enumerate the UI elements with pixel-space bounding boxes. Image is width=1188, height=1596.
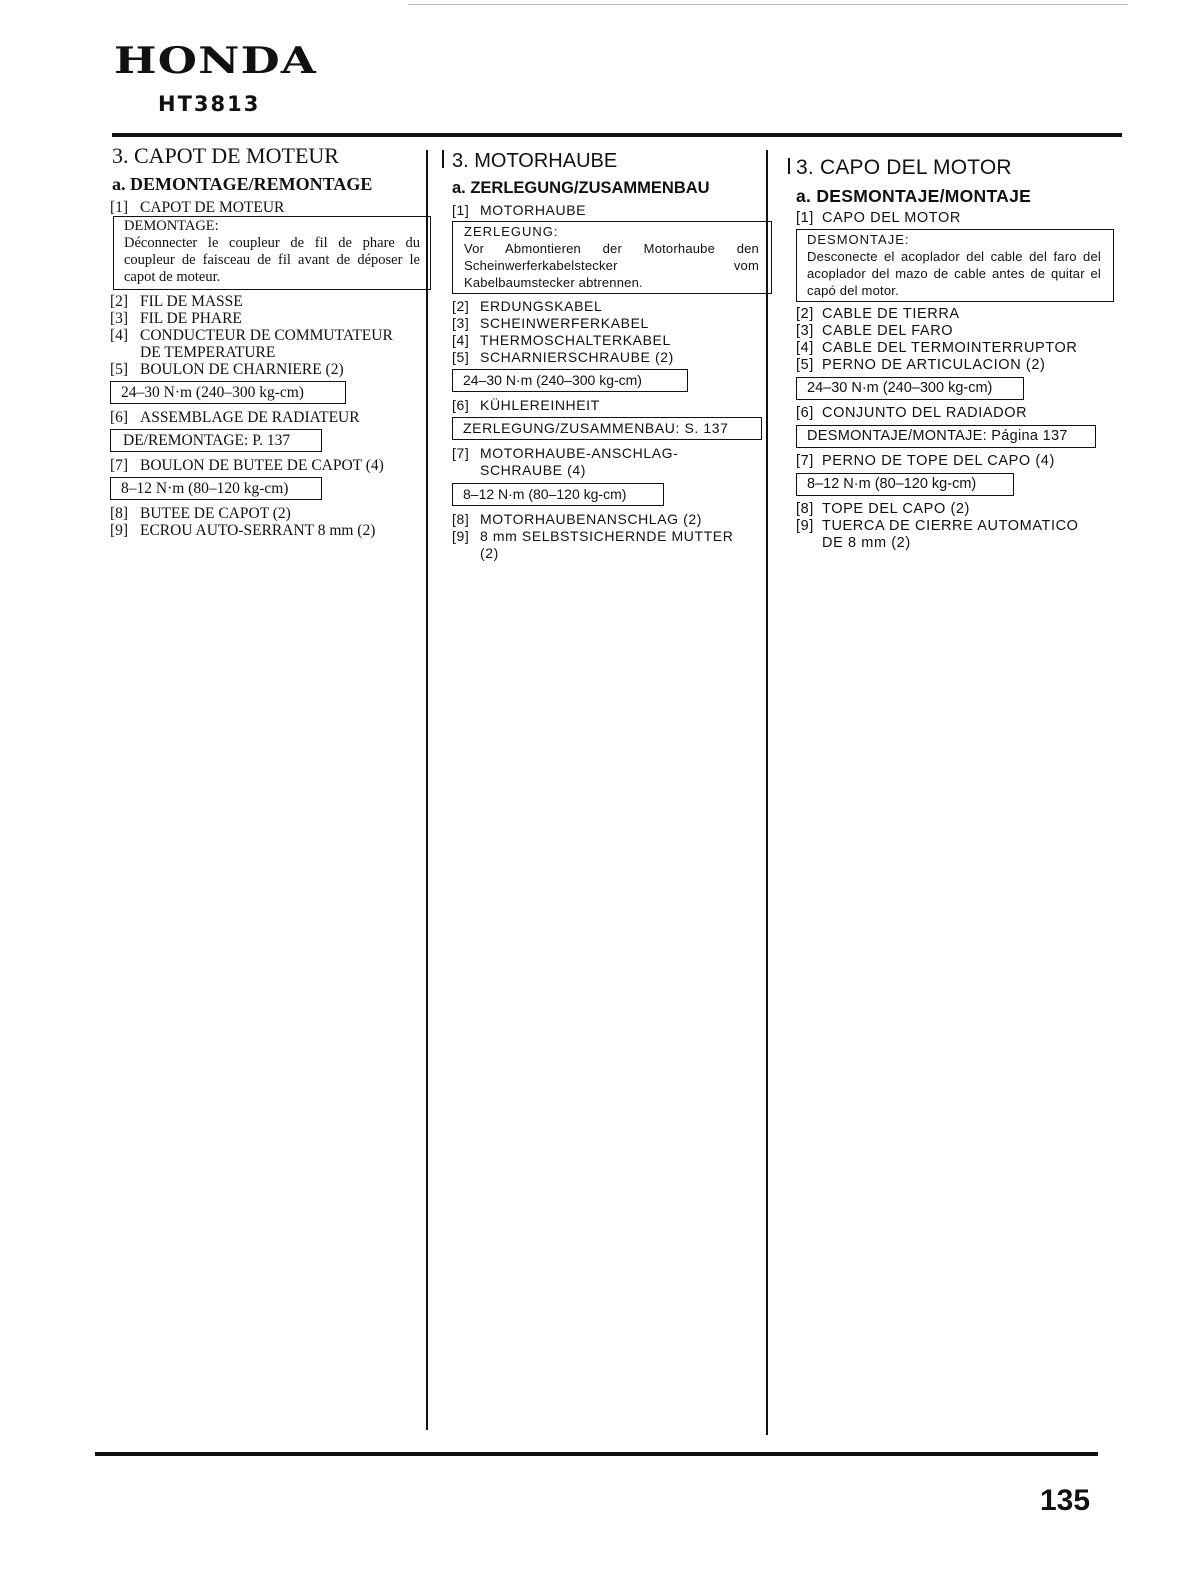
item-label: MOTORHAUBE bbox=[480, 202, 587, 218]
item-number: [5] bbox=[452, 349, 470, 365]
item-label: FIL DE PHARE bbox=[140, 310, 242, 327]
item-number: [3] bbox=[452, 315, 470, 331]
item-number: [7] bbox=[796, 453, 814, 469]
item-label: CABLE DEL TERMOINTERRUPTOR bbox=[822, 340, 1078, 356]
section-subtitle: a. DEMONTAGE/REMONTAGE bbox=[112, 174, 373, 194]
torque-spec: 8–12 N·m (80–120 kg-cm) bbox=[796, 473, 1014, 496]
torque-spec: 8–12 N·m (80–120 kg-cm) bbox=[110, 477, 322, 500]
item-number: [2] bbox=[452, 298, 470, 314]
item-number: [9] bbox=[452, 528, 470, 544]
list-item bbox=[796, 518, 1118, 552]
list-item bbox=[796, 453, 1118, 470]
item-number: [4] bbox=[796, 340, 814, 356]
list-item bbox=[110, 327, 432, 361]
item-label-continued: DE TEMPERATURE bbox=[140, 344, 276, 361]
item-label: SCHARNIERSCHRAUBE (2) bbox=[480, 349, 674, 365]
item-label-continued: DE 8 mm (2) bbox=[822, 535, 911, 551]
list-item bbox=[110, 293, 432, 310]
item-label: MOTORHAUBENANSCHLAG (2) bbox=[480, 511, 703, 527]
list-item bbox=[796, 501, 1118, 518]
section-title: 3. CAPOT DE MOTEUR bbox=[112, 143, 339, 168]
list-item bbox=[110, 522, 432, 539]
list-item bbox=[796, 405, 1118, 422]
header-rule bbox=[112, 133, 1122, 137]
item-label: SCHEINWERFERKABEL bbox=[480, 315, 649, 331]
item-number: [1] bbox=[452, 202, 470, 218]
brand-logo: HONDA bbox=[114, 40, 318, 82]
note-heading: DESMONTAJE: bbox=[807, 232, 910, 247]
item-number: [3] bbox=[796, 323, 814, 339]
list-item bbox=[110, 457, 432, 474]
list-item bbox=[110, 199, 432, 216]
torque-spec: 8–12 N·m (80–120 kg-cm) bbox=[452, 483, 664, 506]
item-number: [6] bbox=[796, 405, 814, 421]
list-item bbox=[452, 511, 766, 528]
spanish-column bbox=[796, 155, 1118, 552]
item-number: [6] bbox=[452, 397, 470, 413]
item-label: BOULON DE BUTEE DE CAPOT (4) bbox=[140, 457, 384, 474]
disassembly-note bbox=[452, 221, 772, 294]
item-label: ERDUNGSKABEL bbox=[480, 298, 603, 314]
item-label: CAPO DEL MOTOR bbox=[822, 210, 961, 226]
list-item bbox=[452, 332, 766, 349]
section-subtitle: a. ZERLEGUNG/ZUSAMMENBAU bbox=[452, 179, 710, 197]
item-label: MOTORHAUBE-ANSCHLAG- bbox=[480, 445, 679, 461]
list-item bbox=[110, 409, 432, 426]
list-item bbox=[796, 210, 1118, 227]
item-number: [8] bbox=[796, 501, 814, 517]
page-reference: DESMONTAJE/MONTAJE: Página 137 bbox=[796, 425, 1096, 448]
item-label: CABLE DE TIERRA bbox=[822, 306, 960, 322]
item-label: CONJUNTO DEL RADIADOR bbox=[822, 405, 1028, 421]
item-number: [4] bbox=[452, 332, 470, 348]
item-label-continued: SCHRAUBE (4) bbox=[480, 462, 586, 478]
page-reference: ZERLEGUNG/ZUSAMMENBAU: S. 137 bbox=[452, 417, 762, 440]
item-number: [4] bbox=[110, 327, 129, 344]
list-item bbox=[452, 315, 766, 332]
item-number: [8] bbox=[452, 511, 470, 527]
item-label: ECROU AUTO-SERRANT 8 mm (2) bbox=[140, 522, 376, 539]
torque-spec: 24–30 N·m (240–300 kg-cm) bbox=[796, 377, 1024, 400]
column-divider-right-tick bbox=[788, 158, 790, 174]
item-number: [2] bbox=[796, 306, 814, 322]
note-text: Vor Abmontieren der Motorhaube den Scheinwerferkabelstecker vom Kabelbaumstecker abtrennen. bbox=[464, 241, 759, 290]
list-item bbox=[452, 202, 766, 219]
note-heading: ZERLEGUNG: bbox=[464, 224, 559, 239]
item-label: THERMOSCHALTERKABEL bbox=[480, 332, 671, 348]
page-number: 135 bbox=[1040, 1484, 1091, 1517]
list-item bbox=[796, 357, 1118, 374]
list-item bbox=[796, 323, 1118, 340]
item-label: FIL DE MASSE bbox=[140, 293, 243, 310]
note-heading: DEMONTAGE: bbox=[124, 218, 219, 234]
german-column bbox=[452, 149, 766, 562]
list-item bbox=[796, 340, 1118, 357]
disassembly-note bbox=[796, 229, 1114, 302]
list-item bbox=[110, 310, 432, 327]
note-text: Déconnecter le coupleur de fil de phare du coupleur de faisceau de fil avant de déposer le capot de moteur. bbox=[124, 235, 420, 285]
list-item bbox=[796, 306, 1118, 323]
french-column bbox=[106, 143, 432, 539]
item-label: CONDUCTEUR DE COMMUTATEUR bbox=[140, 327, 393, 344]
column-divider-right bbox=[766, 150, 768, 1435]
item-number: [7] bbox=[452, 445, 470, 461]
item-number: [1] bbox=[796, 210, 814, 226]
item-label: ASSEMBLAGE DE RADIATEUR bbox=[140, 409, 360, 426]
item-label: CABLE DEL FARO bbox=[822, 323, 954, 339]
item-label: KÜHLEREINHEIT bbox=[480, 397, 600, 413]
list-item bbox=[110, 361, 432, 378]
item-number: [1] bbox=[110, 199, 129, 216]
item-label: CAPOT DE MOTEUR bbox=[140, 199, 285, 216]
item-label: BUTEE DE CAPOT (2) bbox=[140, 505, 291, 522]
item-number: [9] bbox=[110, 522, 129, 539]
item-label: TUERCA DE CIERRE AUTOMATICO bbox=[822, 518, 1079, 534]
section-title: 3. MOTORHAUBE bbox=[452, 150, 618, 172]
top-hairline bbox=[408, 4, 1128, 5]
list-item bbox=[452, 528, 766, 562]
item-number: [6] bbox=[110, 409, 129, 426]
item-label-continued: (2) bbox=[480, 545, 499, 561]
item-label: PERNO DE TOPE DEL CAPO (4) bbox=[822, 453, 1055, 469]
item-number: [7] bbox=[110, 457, 129, 474]
list-item bbox=[110, 505, 432, 522]
item-number: [5] bbox=[110, 361, 129, 378]
item-label: 8 mm SELBSTSICHERNDE MUTTER bbox=[480, 528, 734, 544]
section-subtitle: a. DESMONTAJE/MONTAJE bbox=[796, 186, 1032, 206]
torque-spec: 24–30 N·m (240–300 kg-cm) bbox=[110, 381, 346, 404]
item-number: [9] bbox=[796, 518, 814, 534]
list-item bbox=[452, 445, 766, 479]
item-label: TOPE DEL CAPO (2) bbox=[822, 501, 970, 517]
item-number: [2] bbox=[110, 293, 129, 310]
list-item bbox=[452, 349, 766, 366]
item-label: BOULON DE CHARNIERE (2) bbox=[140, 361, 344, 378]
torque-spec: 24–30 N·m (240–300 kg-cm) bbox=[452, 369, 688, 392]
note-text: Desconecte el acoplador del cable del faro del acoplador del mazo de cable antes de quitar el capó del motor. bbox=[807, 249, 1101, 298]
column-divider-left-tick bbox=[442, 150, 444, 168]
footer-rule bbox=[95, 1452, 1098, 1456]
item-label: PERNO DE ARTICULACION (2) bbox=[822, 357, 1046, 373]
item-number: [8] bbox=[110, 505, 129, 522]
list-item bbox=[452, 298, 766, 315]
item-number: [5] bbox=[796, 357, 814, 373]
list-item bbox=[452, 397, 766, 414]
disassembly-note bbox=[113, 216, 431, 290]
item-number: [3] bbox=[110, 310, 129, 327]
model-number: HT3813 bbox=[158, 92, 261, 116]
page-reference: DE/REMONTAGE: P. 137 bbox=[110, 429, 322, 452]
section-title: 3. CAPO DEL MOTOR bbox=[796, 156, 1012, 179]
